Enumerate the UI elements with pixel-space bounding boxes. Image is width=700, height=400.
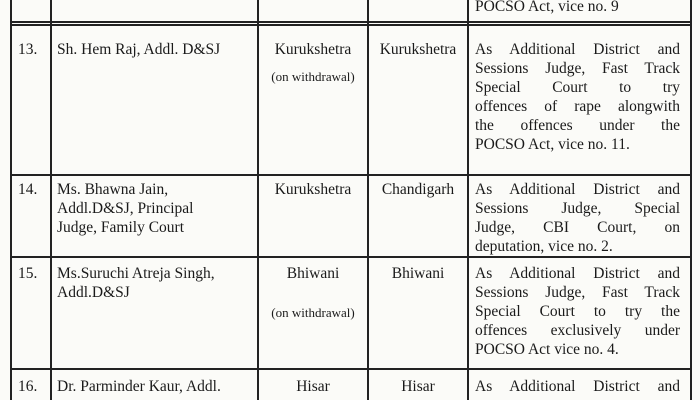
description-line: Special Court to try	[475, 79, 680, 96]
table-cell-name	[57, 180, 194, 237]
table-cell-serial: 14.	[18, 181, 38, 198]
table-cell-serial: 16.	[18, 378, 38, 395]
table-cell-name	[57, 40, 220, 59]
table-cell-serial: 15.	[18, 265, 38, 282]
description-line: As Additional District and	[475, 265, 680, 282]
from-note: (on withdrawal)	[271, 305, 355, 320]
table-cell-from	[258, 264, 368, 322]
table-cell-to: Chandigarh	[381, 181, 455, 198]
table-cell-serial: 13.	[18, 41, 38, 58]
table-cell-to: Kurukshetra	[379, 41, 457, 58]
description-line: POCSO Act, vice no. 9	[475, 0, 619, 15]
row-divider	[10, 24, 692, 26]
table-cell-name	[57, 264, 215, 302]
from-station: Bhiwani	[286, 265, 340, 282]
description-line: POCSO Act vice no. 4.	[475, 341, 619, 358]
description-line: Sessions Judge, Fast Track	[475, 60, 680, 77]
description-line: As Additional District and	[475, 181, 680, 198]
name-line: Dr. Parminder Kaur, Addl.	[57, 378, 221, 395]
description-line: deputation, vice no. 2.	[475, 238, 613, 255]
table-cell-description	[475, 180, 680, 256]
column-divider	[467, 0, 469, 400]
table-cell-description	[475, 264, 680, 359]
name-line: Addl.D&SJ, Principal	[57, 200, 194, 217]
row-divider	[10, 174, 692, 176]
column-divider	[10, 0, 12, 400]
description-line: As Additional District and	[475, 378, 680, 395]
table-cell-from	[258, 40, 368, 86]
table-cell-description	[475, 40, 680, 154]
table-cell-description	[475, 0, 680, 16]
table-cell-from	[258, 377, 368, 396]
from-station: Kurukshetra	[274, 181, 352, 198]
column-divider	[690, 0, 692, 400]
description-line: offences of rape alongwith	[475, 98, 680, 115]
description-line: Special Court to try the	[475, 303, 680, 320]
row-divider	[10, 368, 692, 370]
table-cell-to: Hisar	[401, 378, 435, 395]
row-divider	[10, 256, 692, 258]
description-line: Judge, CBI Court, on	[475, 219, 680, 236]
name-line: Addl.D&SJ	[57, 284, 130, 301]
table-cell-to: Bhiwani	[391, 265, 445, 282]
description-line: offences exclusively under	[475, 322, 680, 339]
table-cell-description	[475, 377, 680, 396]
row-divider	[10, 21, 692, 23]
description-line: Sessions Judge, Fast Track	[475, 284, 680, 301]
name-line: Ms.Suruchi Atreja Singh,	[57, 265, 215, 282]
from-note: (on withdrawal)	[271, 69, 355, 84]
name-line: Judge, Family Court	[57, 219, 185, 236]
description-line: the offences under the	[475, 117, 680, 134]
from-station: Kurukshetra	[274, 41, 352, 58]
name-line: Ms. Bhawna Jain,	[57, 181, 169, 198]
table-cell-name	[57, 377, 221, 396]
column-divider	[50, 0, 52, 400]
from-station: Hisar	[296, 378, 330, 395]
description-line: POCSO Act, vice no. 11.	[475, 136, 630, 153]
name-line: Sh. Hem Raj, Addl. D&SJ	[57, 41, 221, 58]
description-line: As Additional District and	[475, 41, 680, 58]
table-cell-from	[258, 180, 368, 199]
description-line: Sessions Judge, Special	[475, 200, 680, 217]
